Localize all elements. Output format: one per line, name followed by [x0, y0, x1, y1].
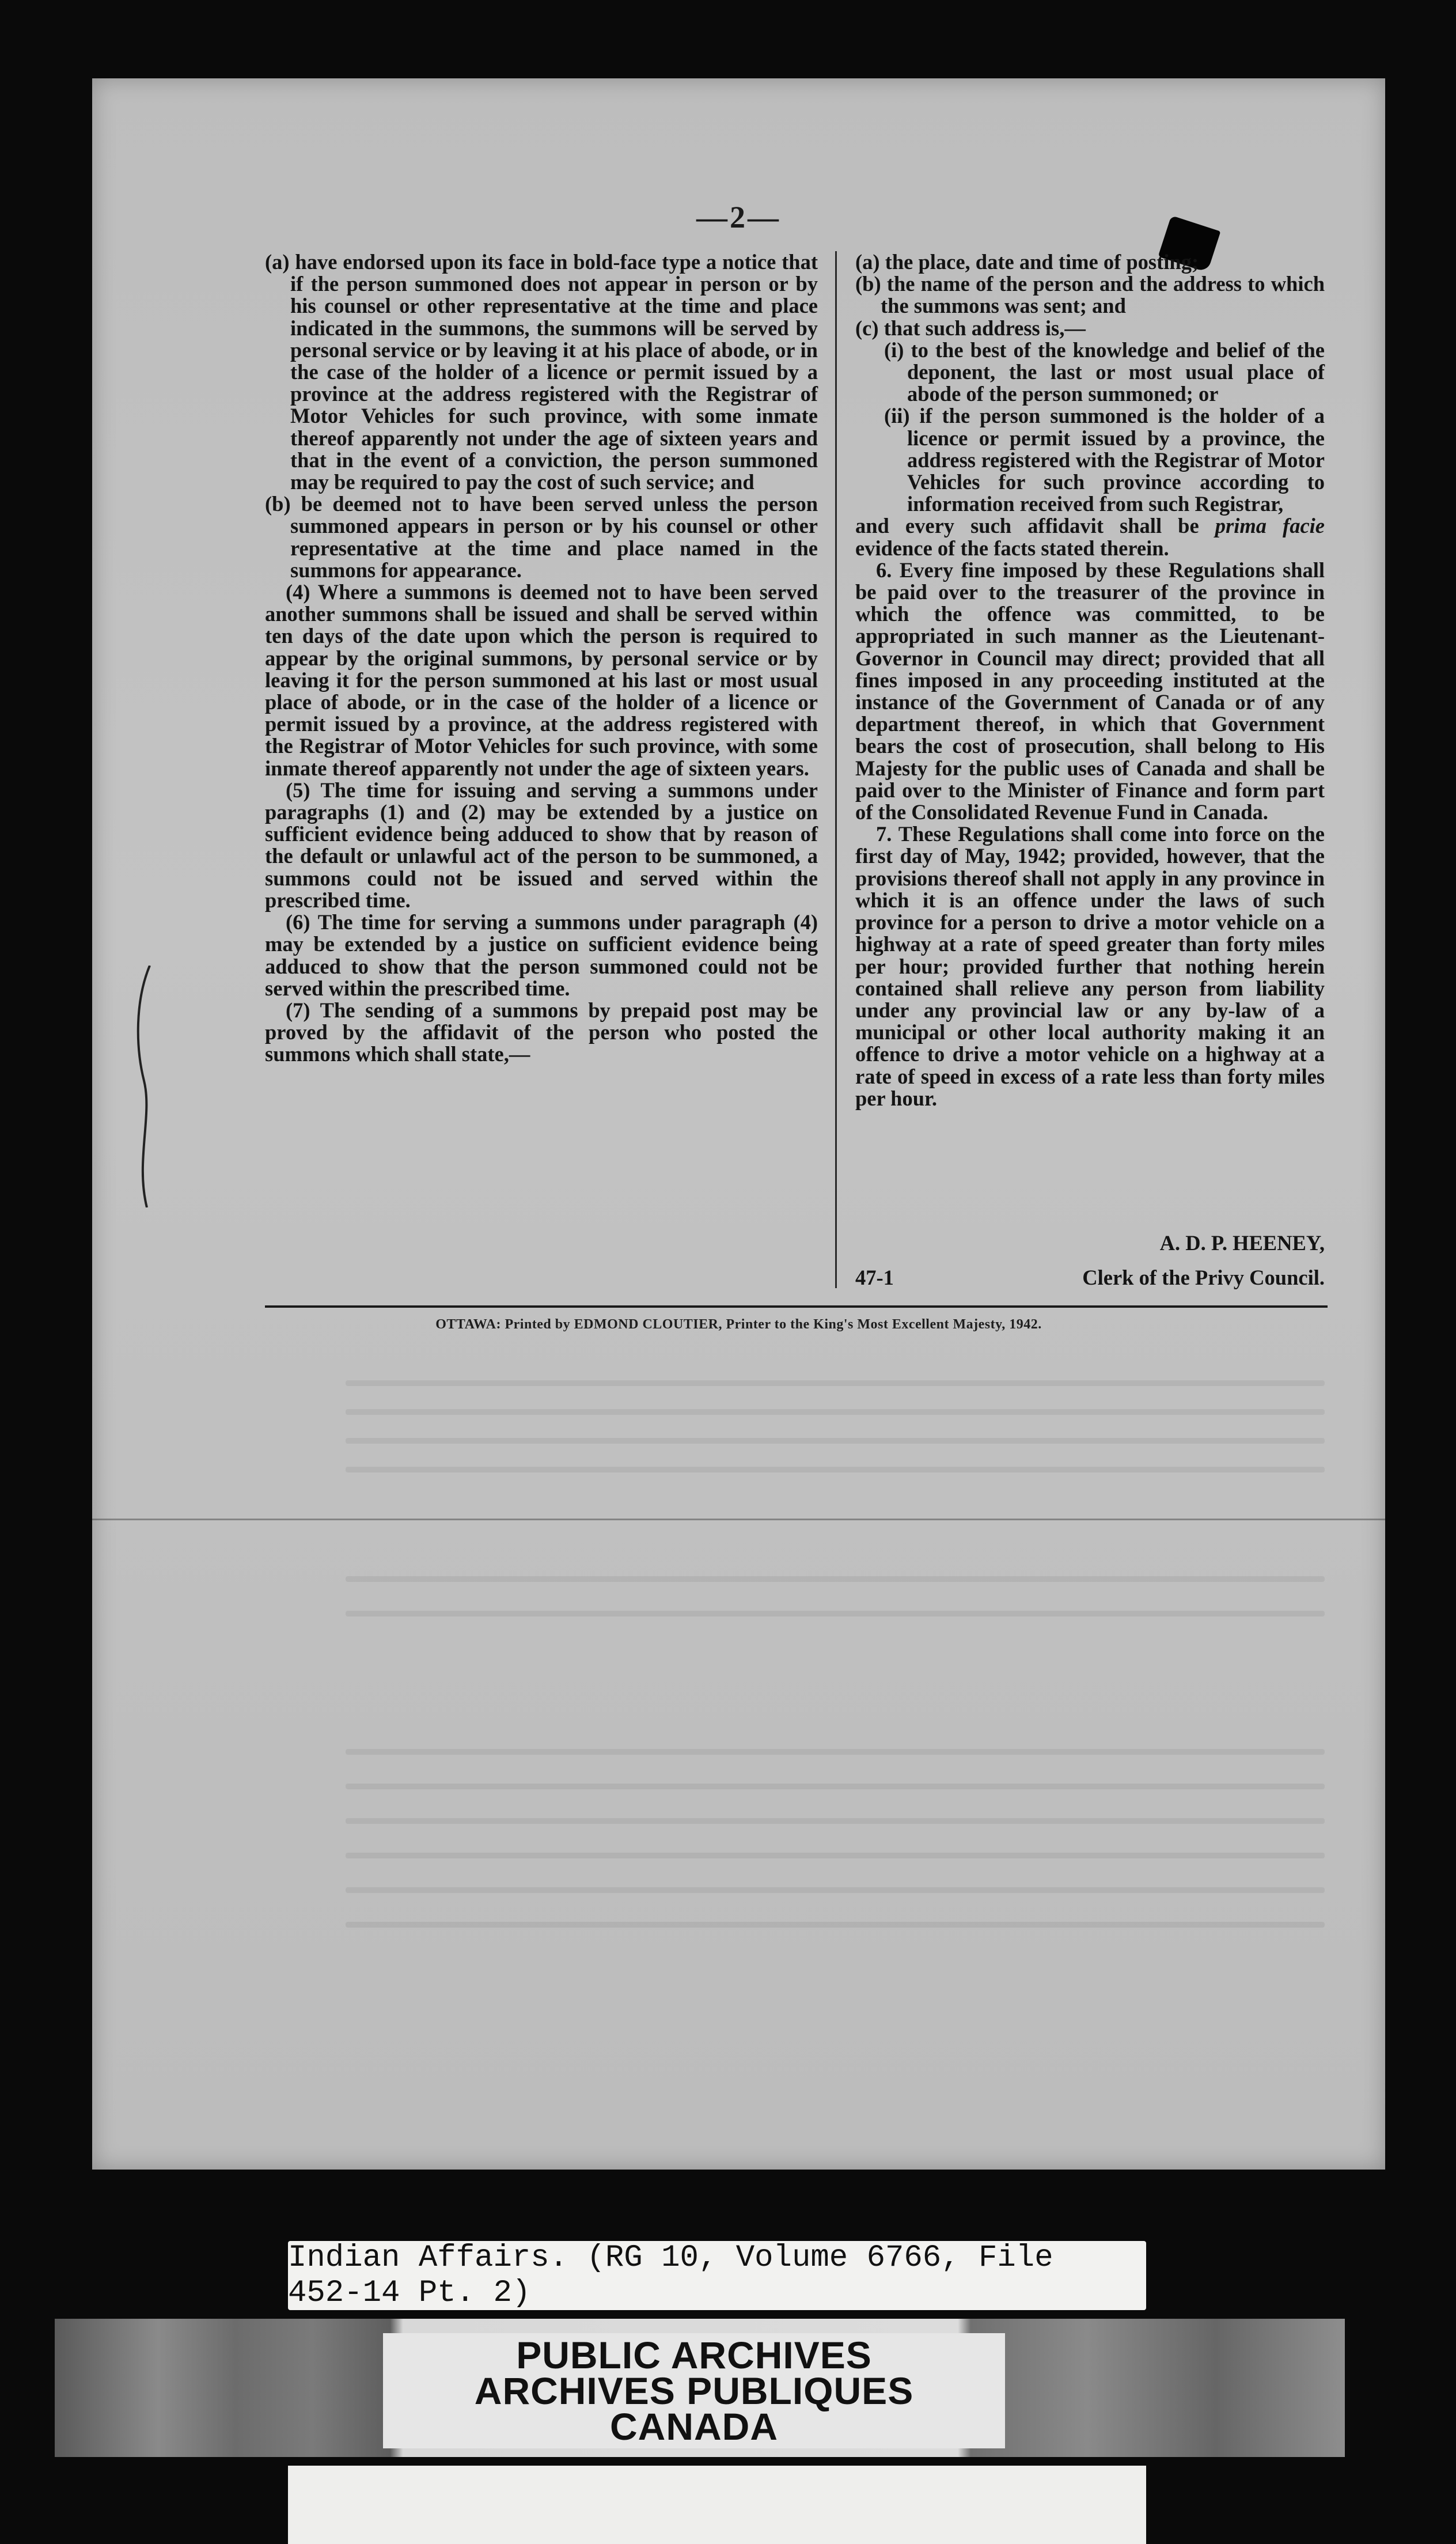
right-item-a: (a) the place, date and time of posting; [855, 250, 1199, 274]
paragraph-4: (4) Where a summons is deemed not to have been served another summons shall be issued and shall be served within ten days of the date upon which the person is required to appear by the original summons, by personal service or by leaving it for the person summoned at his last or most usual place of abode, or in the case of the holder of a licence or permit issued by a province, at the address registered with the Registrar of Motor Vehicles for such province, with some inmate thereof apparently not under the age of sixteen years. [265, 580, 818, 780]
footer-rule [265, 1305, 1328, 1308]
show-through-line [346, 1853, 1325, 1858]
signature-title: Clerk of the Privy Council. [1082, 1266, 1325, 1289]
show-through-line [346, 1576, 1325, 1582]
document-reference: 47-1 [855, 1266, 894, 1289]
section-7: 7. These Regulations shall come into force on the first day of May, 1942; provided, however, that the provisions thereof shall not apply in any province in which it is an offence under the laws of such province for a person to drive a motor vehicle on a highway at a rate of speed greater than forty miles per hour; provided further that nothing herein contained shall relieve any person from liability under any provincial law or any by-law of a municipal or other local authority making it an offence to drive a motor vehicle on a highway at a rate of speed in excess of a rate less than forty miles per hour. [855, 822, 1325, 1110]
show-through-line [346, 1887, 1325, 1893]
show-through-line [346, 1467, 1325, 1472]
printer-imprint: OTTAWA: Printed by EDMOND CLOUTIER, Printer to the King's Most Excellent Majesty, 1942. [435, 1317, 1042, 1332]
archives-stamp [383, 2333, 1005, 2448]
affidavit-tail-text-end: evidence of the facts stated therein. [855, 536, 1169, 560]
bottom-card [288, 2466, 1146, 2544]
stamp-line-1: PUBLIC ARCHIVES [516, 2334, 872, 2376]
left-item-a: (a) have endorsed upon its face in bold-face type a notice that if the person summoned does not appear in person or by his counsel or other representative at the time and place indicated in the summons, the summons will be served by personal service or by leaving it at his place of abode, or in the case of the holder of a licence or permit issued by a province at the address registered with the Registrar of Motor Vehicles for such province, with some inmate thereof apparently not under the age of sixteen years and that in the event of a conviction, the person summoned may be required to pay the cost of such service; and [265, 250, 818, 494]
right-column [855, 251, 1325, 1110]
show-through-line [346, 1409, 1325, 1415]
show-through-line [346, 1611, 1325, 1616]
column-divider [835, 251, 837, 1288]
pen-bracket-mark [132, 966, 156, 1207]
show-through-line [346, 1784, 1325, 1789]
show-through-line [346, 1922, 1325, 1928]
right-item-ii: (ii) if the person summoned is the holder of a licence or permit issued by a province, the address registered with the Registrar of Motor Vehicles for such province according to information received from such Registrar, [884, 404, 1325, 516]
show-through-line [346, 1749, 1325, 1755]
stamp-line-2: ARCHIVES PUBLIQUES [474, 2369, 914, 2412]
signature-name: A. D. P. HEENEY, [1159, 1231, 1325, 1255]
page-fold-line [92, 1519, 1385, 1520]
paragraph-5: (5) The time for issuing and serving a summons under paragraphs (1) and (2) may be extended by a justice on sufficient evidence being adduced to show that by reason of the default or unlawful act of the person to be summoned, a summons could not be issued and served within the prescribed time. [265, 778, 818, 912]
stamp-line-3: CANADA [610, 2405, 778, 2448]
affidavit-tail [855, 515, 1325, 559]
archive-reference-label: Indian Affairs. (RG 10, Volume 6766, File 452-14 Pt. 2) [288, 2241, 1146, 2310]
left-column [265, 251, 818, 1066]
show-through-line [346, 1818, 1325, 1824]
show-through-line [346, 1438, 1325, 1444]
right-item-c: (c) that such address is,— [855, 316, 1086, 340]
paragraph-6-left: (6) The time for serving a summons under paragraph (4) may be extended by a justice on sufficient evidence being adduced to show that the person summoned could not be served within the prescribed time. [265, 910, 818, 1000]
affidavit-tail-italic: prima facie [1215, 514, 1325, 538]
section-6: 6. Every fine imposed by these Regulations shall be paid over to the treasurer of the province in which the offence was committed, to be appropriated in such manner as the Lieutenant-Governor in Council may direct; provided that all fines imposed in any proceeding instituted at the instance of the Government of Canada or of any department thereof, in which that Government bears the cost of prosecution, shall belong to His Majesty for the public uses of Canada and shall be paid over to the Minister of Finance and form part of the Consolidated Revenue Fund in Canada. [855, 558, 1325, 824]
page-number: —2— [696, 200, 781, 234]
right-item-i: (i) to the best of the knowledge and belief of the deponent, the last or most usual place of abode of the person summoned; or [884, 338, 1325, 406]
affidavit-tail-text: and every such affidavit shall be [855, 514, 1215, 538]
document-page [92, 78, 1385, 2170]
show-through-line [346, 1380, 1325, 1386]
left-item-b: (b) be deemed not to have been served unless the person summoned appears in person or by his counsel or other representative at the time and place named in the summons for appearance. [265, 492, 818, 582]
right-item-b: (b) the name of the person and the address to which the summons was sent; and [855, 272, 1325, 318]
paragraph-7-left: (7) The sending of a summons by prepaid post may be proved by the affidavit of the person who posted the summons which shall state,— [265, 998, 818, 1066]
